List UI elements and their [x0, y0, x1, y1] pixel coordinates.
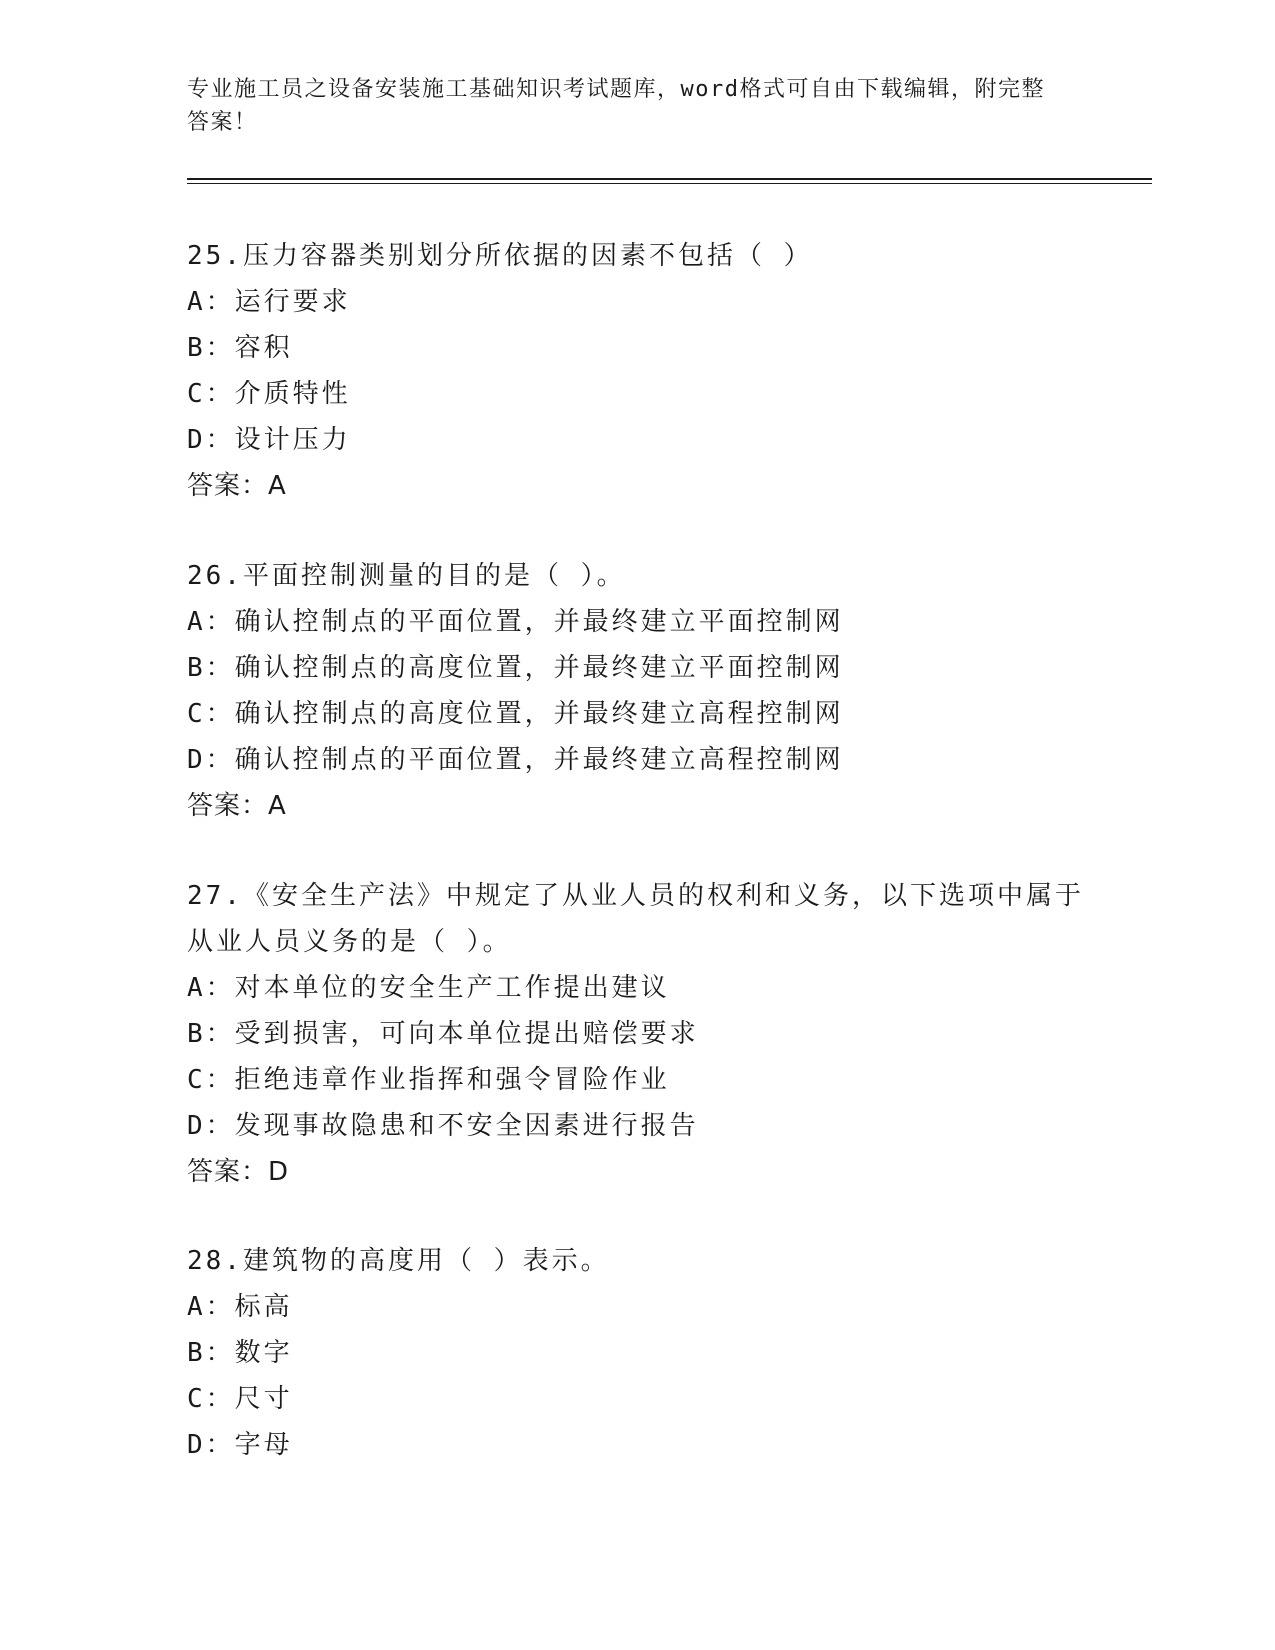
option-c: C：拒绝违章作业指挥和强令冒险作业	[187, 1065, 670, 1095]
question-28	[187, 1238, 1087, 1468]
option-a: A：对本单位的安全生产工作提出建议	[187, 973, 670, 1003]
option-b: B：数字	[187, 1338, 293, 1368]
option-d: D：发现事故隐患和不安全因素进行报告	[187, 1111, 699, 1141]
option-c: C：确认控制点的高度位置，并最终建立高程控制网	[187, 699, 844, 729]
header-divider-thin	[187, 183, 1152, 184]
document-header: 专业施工员之设备安装施工基础知识考试题库，word格式可自由下载编辑，附完整答案！	[187, 77, 1045, 135]
option-a: A：标高	[187, 1292, 293, 1322]
question-stem: 26.平面控制测量的目的是（ ）。	[187, 561, 626, 591]
question-stem: 28.建筑物的高度用（ ）表示。	[187, 1246, 610, 1276]
option-c: C：尺寸	[187, 1384, 293, 1414]
option-d: D：设计压力	[187, 425, 351, 455]
question-stem: 27.《安全生产法》中规定了从业人员的权利和义务，以下选项中属于从业人员义务的是（ ）。	[187, 881, 1084, 957]
answer: 答案：A	[187, 471, 287, 501]
option-b: B：受到损害，可向本单位提出赔偿要求	[187, 1019, 699, 1049]
option-d: D：确认控制点的平面位置，并最终建立高程控制网	[187, 745, 844, 775]
question-26	[187, 553, 1087, 829]
answer: 答案：D	[187, 1157, 290, 1187]
option-a: A：运行要求	[187, 287, 351, 317]
option-a: A：确认控制点的平面位置，并最终建立平面控制网	[187, 607, 844, 637]
answer: 答案：A	[187, 791, 287, 821]
header-divider-thick	[187, 178, 1152, 180]
question-25	[187, 233, 1087, 509]
option-c: C：介质特性	[187, 379, 351, 409]
option-b: B：确认控制点的高度位置，并最终建立平面控制网	[187, 653, 844, 683]
option-d: D：字母	[187, 1430, 293, 1460]
question-stem: 25.压力容器类别划分所依据的因素不包括（ ）	[187, 241, 813, 271]
question-27	[187, 873, 1087, 1195]
option-b: B：容积	[187, 333, 293, 363]
